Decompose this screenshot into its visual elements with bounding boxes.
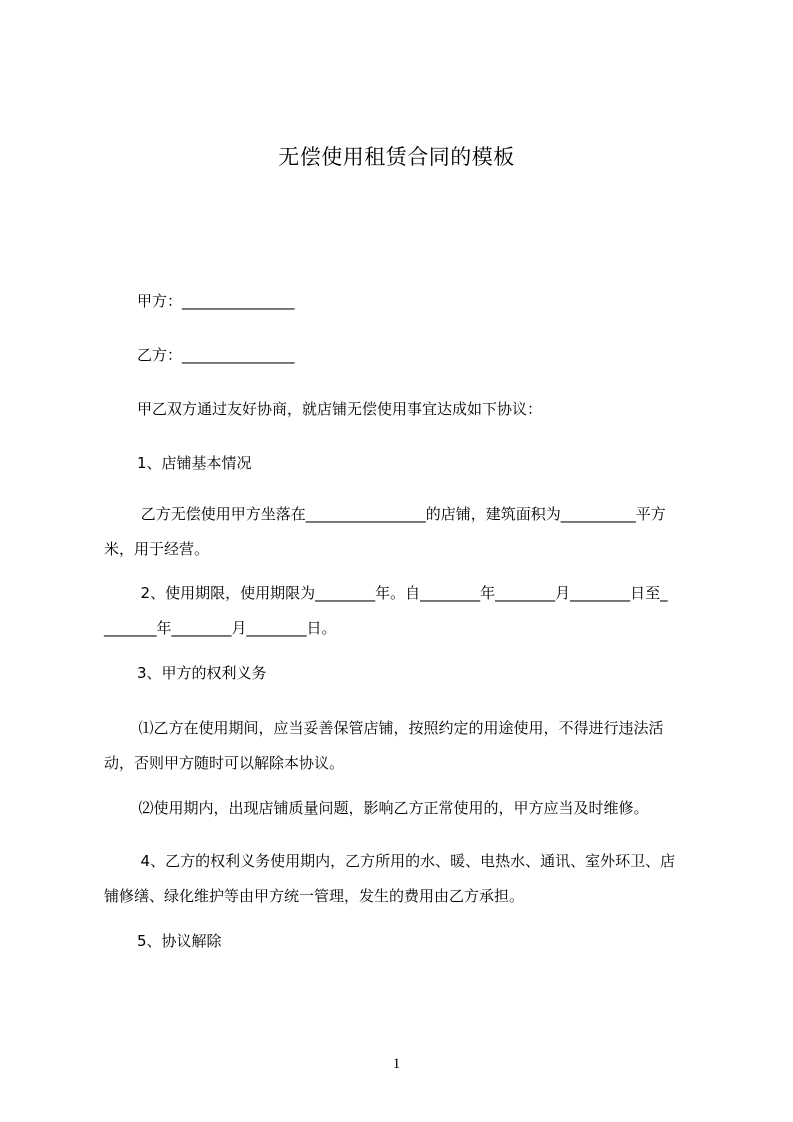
section-4-line-1: 4、乙方的权利义务使用期内，乙方所用的水、暖、电热水、通讯、室外环卫、店 (131, 852, 676, 870)
section-3-heading: 3、甲方的权利义务 (137, 664, 267, 682)
section-2-paragraph (104, 576, 716, 646)
section-1-line-1: 乙方无偿使用甲方坐落在________________的店铺，建筑面积为__________平方 (136, 505, 666, 523)
section-2-line-2: _______年________月________日。 (104, 619, 337, 637)
section-3-item-1-line-2: 动，否则甲方随时可以解除本协议。 (104, 754, 345, 772)
intro-paragraph: 甲乙双方通过友好协商，就店铺无偿使用事宜达成如下协议： (137, 400, 543, 418)
section-4-line-2: 铺修缮、绿化维护等由甲方统一管理，发生的费用由乙方承担。 (104, 887, 525, 905)
section-4-paragraph (104, 844, 716, 914)
party-a-line: 甲方：_______________ (137, 292, 295, 310)
section-3-item-1-line-1: ⑴乙方在使用期间，应当妥善保管店铺，按照约定的用途使用，不得进行违法活 (129, 719, 664, 737)
section-1-heading: 1、店铺基本情况 (137, 454, 252, 472)
document-title: 无偿使用租赁合同的模板 (278, 145, 515, 169)
party-b-line: 乙方：_______________ (137, 346, 295, 364)
section-1-paragraph (104, 497, 716, 567)
section-5-heading: 5、协议解除 (137, 932, 222, 950)
section-3-item-2: ⑵使用期内，出现店铺质量问题，影响乙方正常使用的，甲方应当及时维修。 (129, 799, 649, 817)
section-2-line-1: 2、使用期限，使用期限为________年。自________年________月________日至_ (131, 584, 668, 602)
section-1-line-2: 米，用于经营。 (104, 540, 210, 558)
page-number: 1 (392, 1056, 401, 1072)
section-3-item-1 (104, 711, 716, 781)
